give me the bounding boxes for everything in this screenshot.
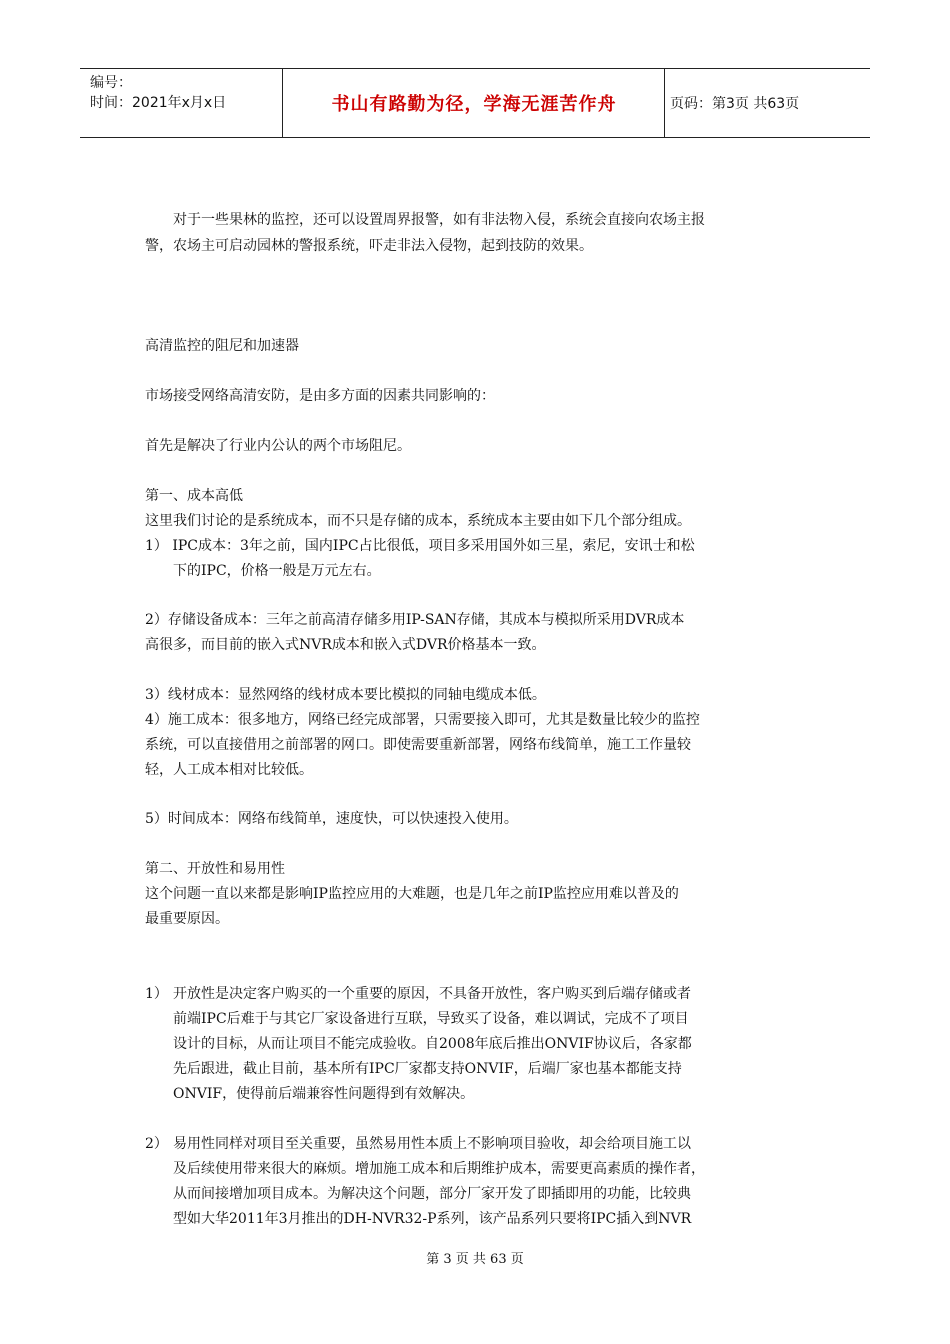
item1-line-1: 开放性是决定客户购买的一个重要的原因，不具备开放性，客户购买到后端存储或者 (173, 986, 691, 1002)
item2-line-1: 易用性同样对项目至关重要，虽然易用性本质上不影响项目验收，却会给项目施工以 (173, 1136, 691, 1152)
header-divider (282, 69, 283, 137)
cost4-line-1: 4）施工成本：很多地方，网络已经完成部署，只需要接入即可，尤其是数量比较少的监控 (145, 712, 700, 728)
header-table (80, 68, 870, 138)
cost2-line-2: 高很多，而目前的嵌入式NVR成本和嵌入式DVR价格基本一致。 (145, 637, 546, 653)
cost3-line: 3）线材成本：显然网络的线材成本要比模拟的同轴电缆成本低。 (145, 687, 546, 703)
cost-title: 第一、成本高低 (145, 488, 243, 504)
open-line-2: 最重要原因。 (145, 911, 229, 927)
cost1-line-1: 1） IPC成本：3年之前，国内IPC占比很低，项目多采用国外如三星，索尼，安讯士和松 (145, 538, 695, 554)
cost4-line-3: 轻，人工成本相对比较低。 (145, 762, 313, 778)
item2-line-2: 及后续使用带来很大的麻烦。增加施工成本和后期维护成本，需要更高素质的操作者， (173, 1161, 705, 1177)
doc-number-label: 编号： (90, 75, 132, 91)
page-footer: 第 3 页 共 63 页 (426, 1252, 524, 1267)
section-title: 高清监控的阻尼和加速器 (145, 338, 299, 354)
header-motto: 书山有路勤为径，学海无涯苦作舟 (331, 94, 617, 115)
item1-num: 1） (145, 986, 168, 1002)
cost1-line-2: 下的IPC，价格一般是万元左右。 (173, 563, 381, 579)
item1-line-4: 先后跟进，截止目前，基本所有IPC厂家都支持ONVIF，后端厂家也基本都能支持 (173, 1061, 682, 1077)
intro-line-2: 警，农场主可启动园林的警报系统，吓走非法入侵物，起到技防的效果。 (145, 238, 593, 254)
intro-line-1: 对于一些果林的监控，还可以设置周界报警，如有非法物入侵，系统会直接向农场主报 (173, 212, 705, 228)
item2-line-3: 从而间接增加项目成本。为解决这个问题，部分厂家开发了即插即用的功能，比较典 (173, 1186, 691, 1202)
header-meta (90, 73, 226, 113)
open-title: 第二、开放性和易用性 (145, 861, 285, 877)
doc-time-label: 时间：2021年x月x日 (90, 95, 227, 111)
cost-intro: 这里我们讨论的是系统成本，而不只是存储的成本，系统成本主要由如下几个部分组成。 (145, 513, 691, 529)
header-page-code: 页码：第3页 共63页 (670, 96, 800, 112)
first-line: 首先是解决了行业内公认的两个市场阻尼。 (145, 438, 411, 454)
item1-line-5: ONVIF，使得前后端兼容性问题得到有效解决。 (173, 1086, 475, 1102)
item1-line-3: 设计的目标，从而让项目不能完成验收。自2008年底后推出ONVIF协议后，各家都 (173, 1036, 692, 1052)
cost5-line: 5）时间成本：网络布线简单，速度快，可以快速投入使用。 (145, 811, 518, 827)
header-divider (664, 69, 665, 137)
open-line-1: 这个问题一直以来都是影响IP监控应用的大难题，也是几年之前IP监控应用难以普及的 (145, 886, 679, 902)
market-line: 市场接受网络高清安防，是由多方面的因素共同影响的： (145, 388, 495, 404)
item2-num: 2） (145, 1136, 168, 1152)
cost4-line-2: 系统，可以直接借用之前部署的网口。即使需要重新部署，网络布线简单，施工工作量较 (145, 737, 691, 753)
cost2-line-1: 2）存储设备成本：三年之前高清存储多用IP-SAN存储，其成本与模拟所采用DVR成本 (145, 612, 685, 628)
item2-line-4: 型如大华2011年3月推出的DH-NVR32-P系列，该产品系列只要将IPC插入到NVR (173, 1211, 692, 1227)
item1-line-2: 前端IPC后难于与其它厂家设备进行互联，导致买了设备，难以调试，完成不了项目 (173, 1011, 689, 1027)
